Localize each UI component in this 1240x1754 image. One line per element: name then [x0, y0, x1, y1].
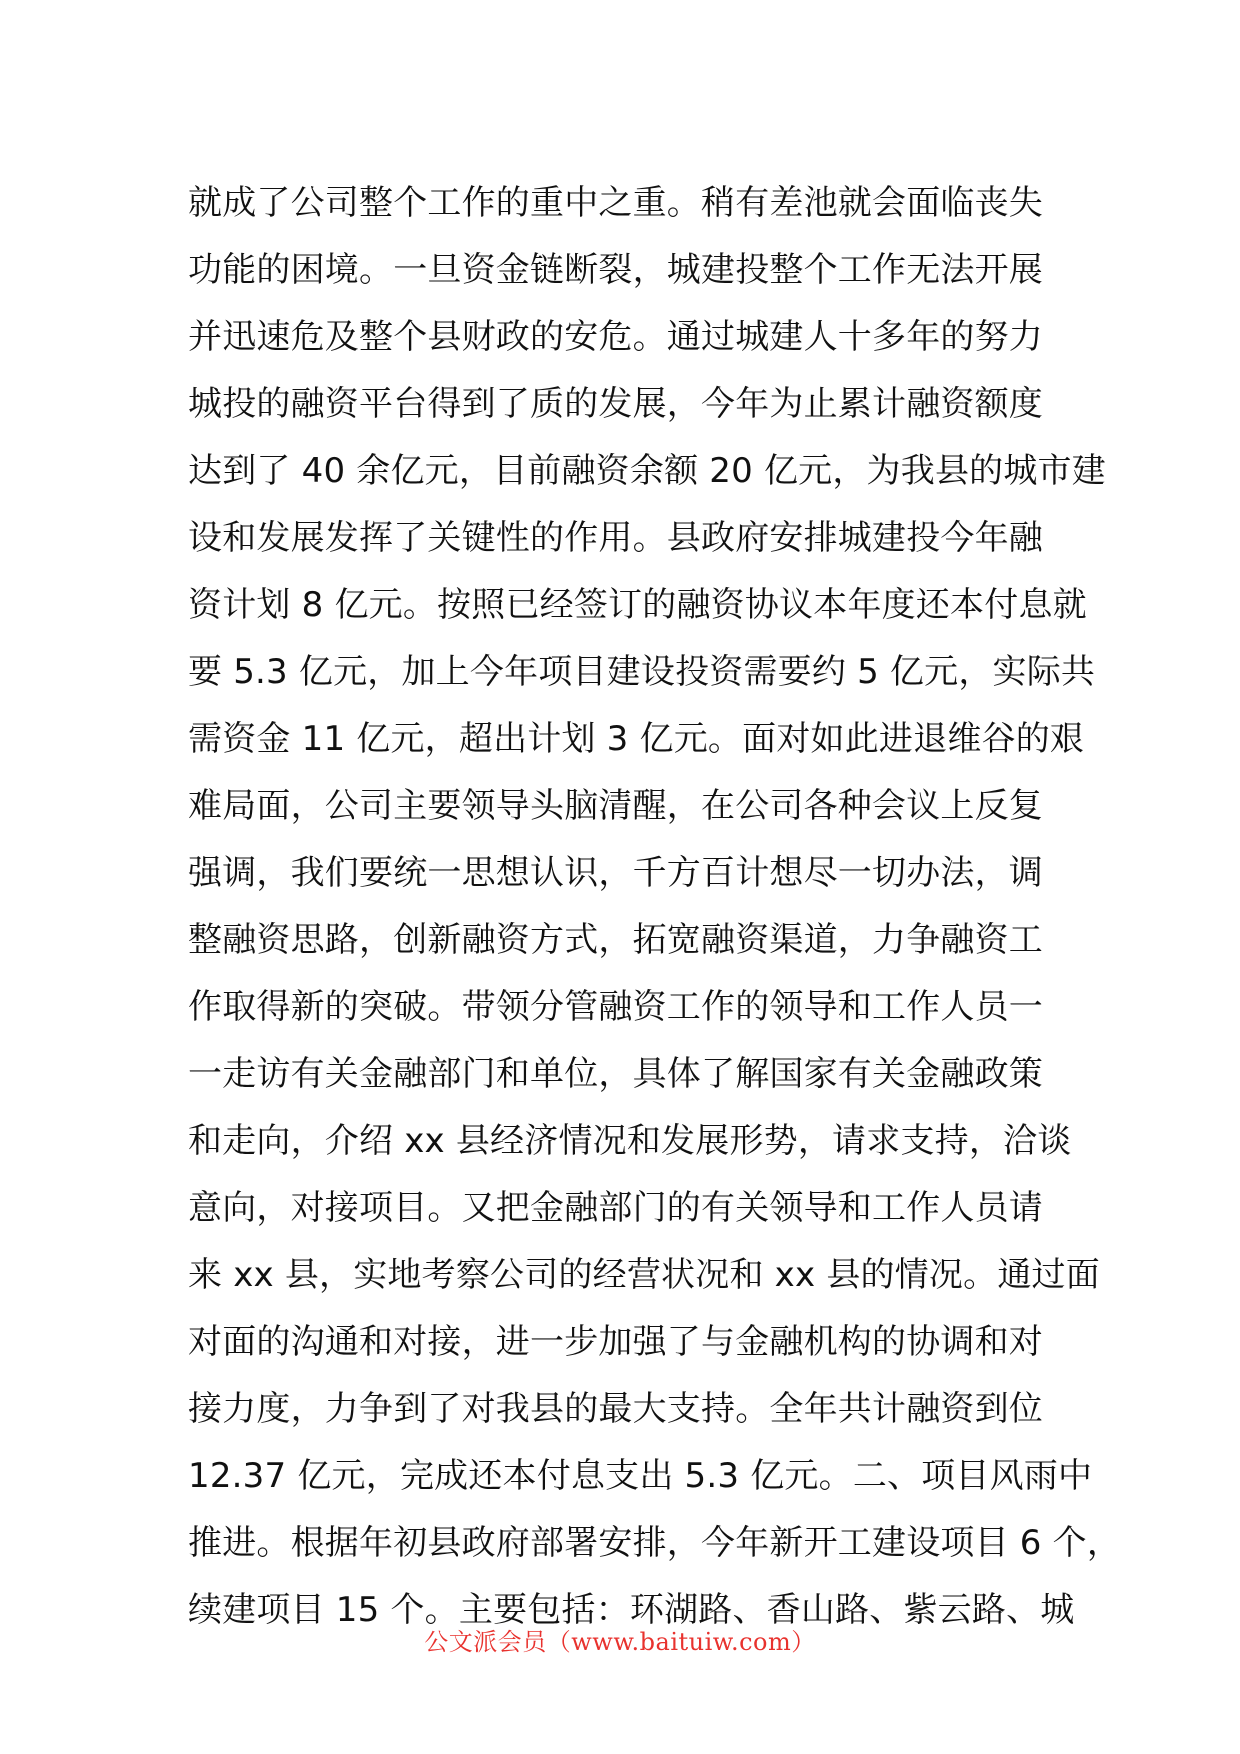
- text-line: 设和发展发挥了关键性的作用。县政府安排城建投今年融: [188, 518, 1043, 558]
- text-line: 续建项目 15 个。主要包括：环湖路、香山路、紫云路、城: [188, 1590, 1075, 1630]
- text-line: 推进。根据年初县政府部署安排，今年新开工建设项目 6 个，: [188, 1523, 1122, 1563]
- footer-watermark-link[interactable]: 公文派会员（www.baituiw.com）: [424, 1628, 816, 1656]
- text-line: 功能的困境。一旦资金链断裂，城建投整个工作无法开展: [188, 250, 1043, 290]
- text-line: 需资金 11 亿元，超出计划 3 亿元。面对如此进退维谷的艰: [188, 719, 1085, 759]
- text-line: 来 xx 县，实地考察公司的经营状况和 xx 县的情况。通过面: [188, 1255, 1100, 1295]
- text-line: 对面的沟通和对接，进一步加强了与金融机构的协调和对: [188, 1322, 1043, 1362]
- text-line: 达到了 40 余亿元，目前融资余额 20 亿元，为我县的城市建: [188, 451, 1106, 491]
- text-line: 难局面，公司主要领导头脑清醒，在公司各种会议上反复: [188, 786, 1043, 826]
- text-line: 12.37 亿元，完成还本付息支出 5.3 亿元。二、项目风雨中: [188, 1456, 1093, 1496]
- text-line: 强调，我们要统一思想认识，千方百计想尽一切办法，调: [188, 853, 1043, 893]
- text-line: 就成了公司整个工作的重中之重。稍有差池就会面临丧失: [188, 183, 1043, 223]
- body-text: [188, 170, 1122, 1644]
- text-line: 作取得新的突破。带领分管融资工作的领导和工作人员一: [188, 987, 1043, 1027]
- text-line: 整融资思路，创新融资方式，拓宽融资渠道，力争融资工: [188, 920, 1043, 960]
- text-line: 意向，对接项目。又把金融部门的有关领导和工作人员请: [188, 1188, 1043, 1228]
- text-line: 一走访有关金融部门和单位，具体了解国家有关金融政策: [188, 1054, 1043, 1094]
- text-line: 接力度，力争到了对我县的最大支持。全年共计融资到位: [188, 1389, 1043, 1429]
- text-line: 要 5.3 亿元，加上今年项目建设投资需要约 5 亿元，实际共: [188, 652, 1096, 692]
- text-line: 并迅速危及整个县财政的安危。通过城建人十多年的努力: [188, 317, 1043, 357]
- text-line: 资计划 8 亿元。按照已经签订的融资协议本年度还本付息就: [188, 585, 1087, 625]
- text-line: 城投的融资平台得到了质的发展，今年为止累计融资额度: [188, 384, 1043, 424]
- text-line: 和走向，介绍 xx 县经济情况和发展形势，请求支持，洽谈: [188, 1121, 1072, 1161]
